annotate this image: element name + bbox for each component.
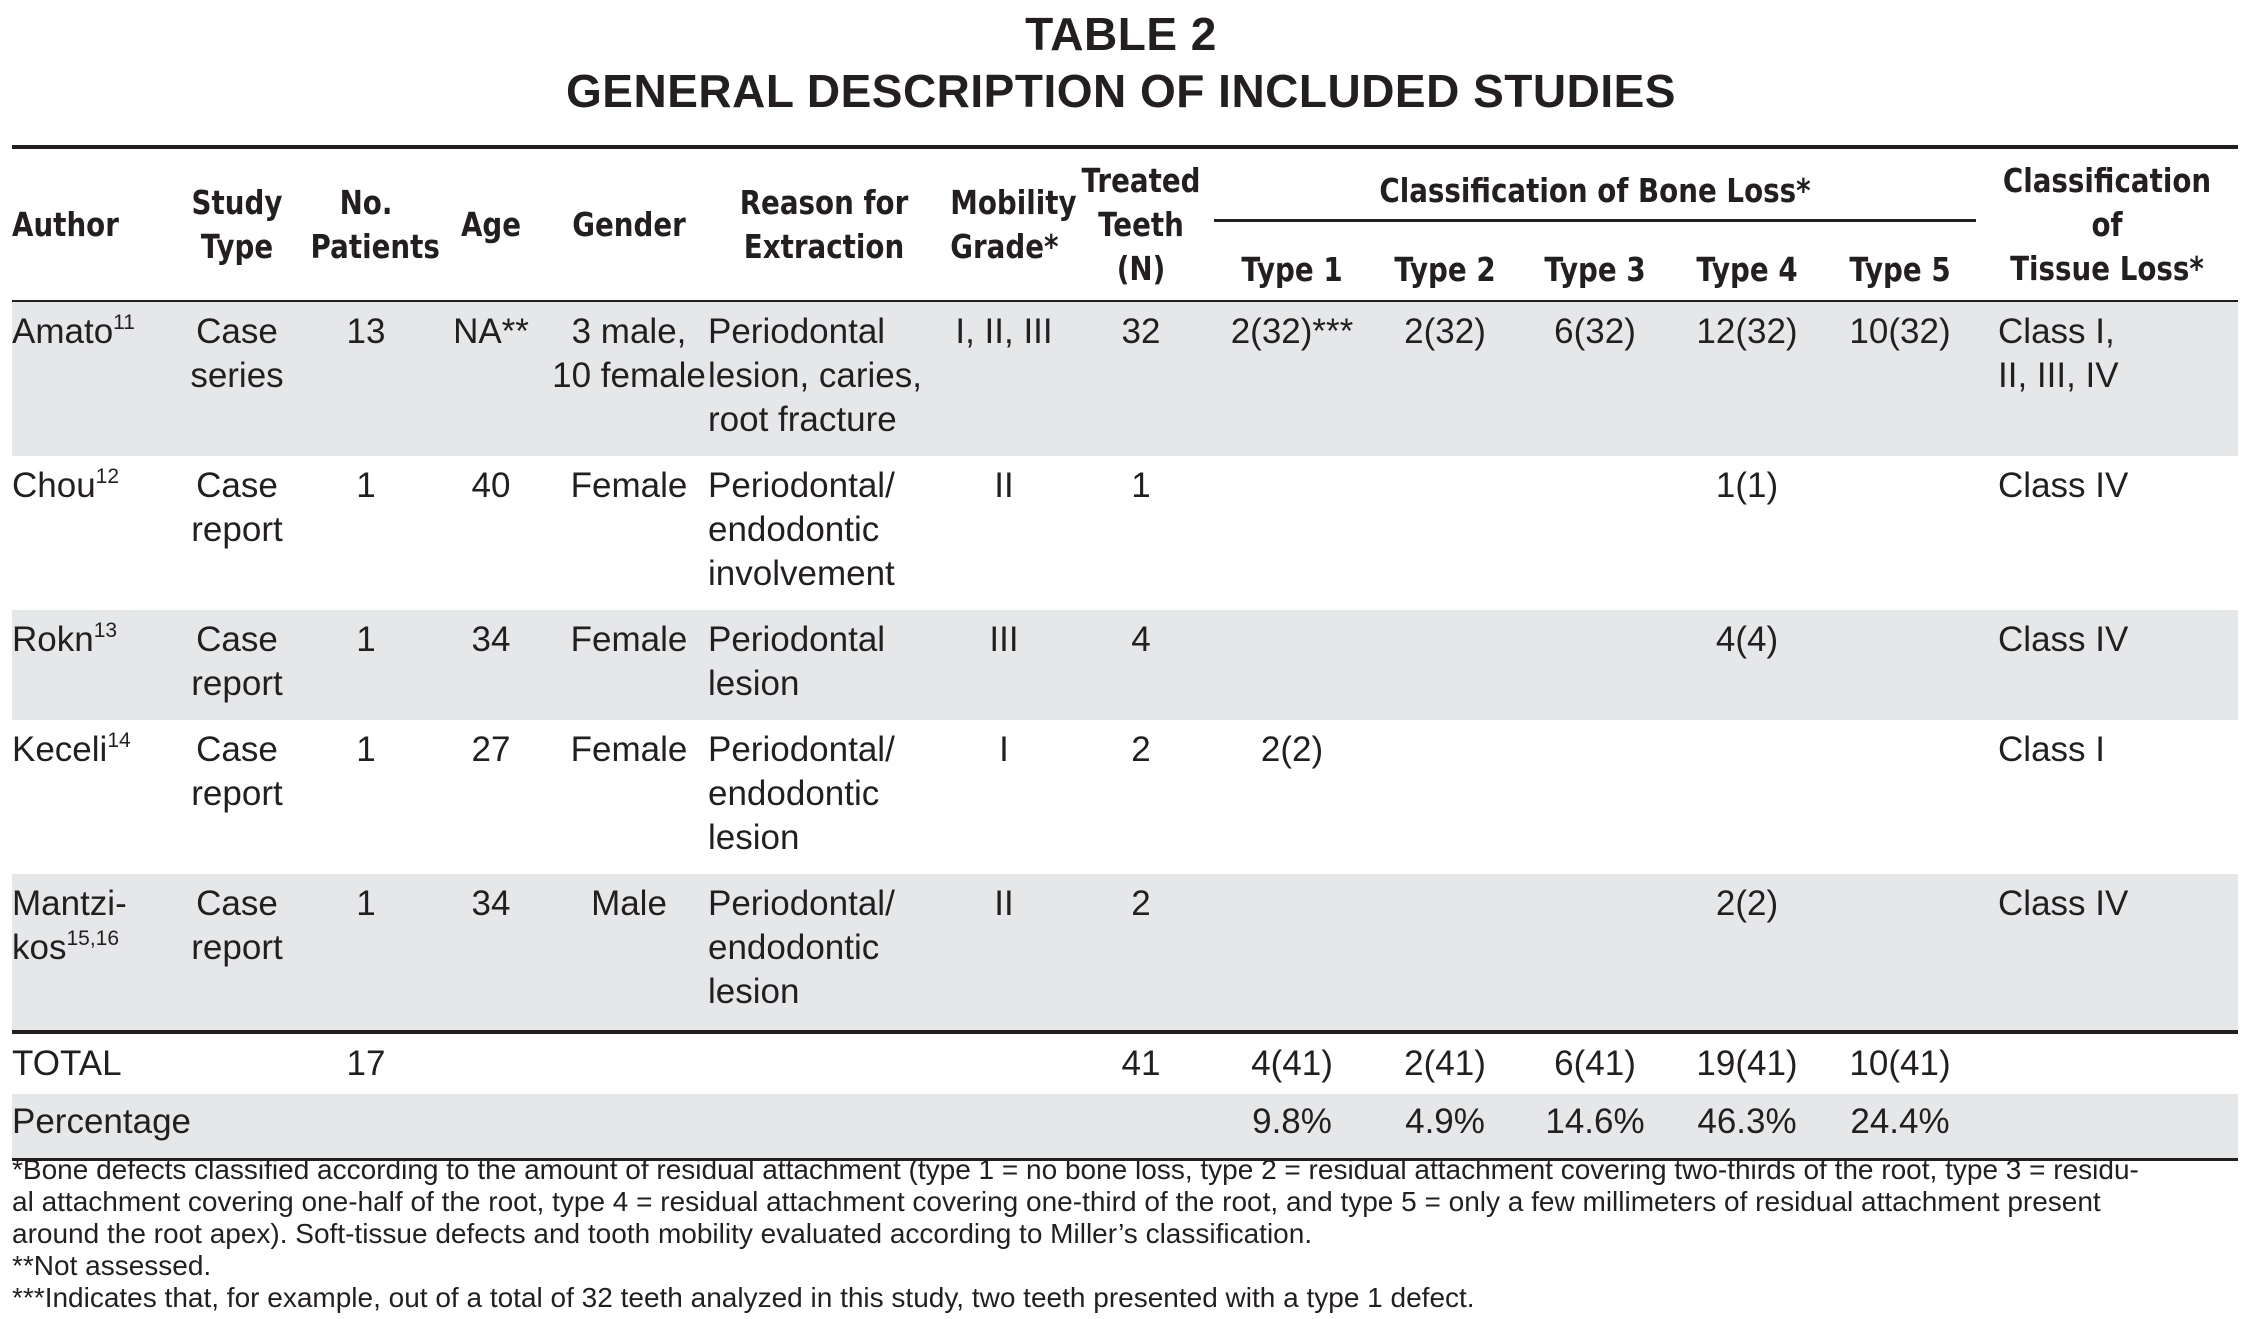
col-group-bone-loss: Classification of Bone Loss* <box>1275 147 1915 221</box>
cell-patients: 1 <box>300 610 432 720</box>
cell-reason: Periodontal/ endodontic lesion <box>708 730 895 857</box>
cell-tissue-loss: Class I, II, III, IV <box>1976 301 2238 456</box>
cell-mobility: III <box>940 610 1068 720</box>
cell-type-4: 12(32) <box>1670 301 1824 456</box>
total-row <box>12 1032 2238 1094</box>
cell-author: Chou$^{12}$ <box>12 465 120 505</box>
footnote-line: **Not assessed. <box>12 1250 212 1281</box>
percentage-label: Percentage <box>12 1094 432 1160</box>
cell-teeth: 1 <box>1131 466 1151 505</box>
table-row <box>12 720 2238 874</box>
cell-patients: 1 <box>356 730 376 769</box>
cell-type-1: 2(2) <box>1260 730 1324 769</box>
col-reason: Reason for Extraction <box>727 147 922 301</box>
percentage-type-5: 24.4% <box>1824 1094 1976 1160</box>
total-type-1: 4(41) <box>1214 1032 1370 1094</box>
cell-type-4 <box>1670 720 1824 874</box>
col-author: Author <box>12 147 148 301</box>
cell-mobility: II <box>940 874 1068 1032</box>
cell-gender: Female <box>570 466 688 505</box>
col-mobility: Mobility Grade* <box>950 147 1058 301</box>
cell-study-type: Case series <box>174 301 300 456</box>
cell-mobility: II <box>994 466 1014 505</box>
table-caption: GENERAL DESCRIPTION OF INCLUDED STUDIES <box>566 65 1676 117</box>
cell-age: 40 <box>471 466 511 505</box>
cell-mobility: I <box>999 730 1009 769</box>
cell-teeth: 2 <box>1068 874 1214 1032</box>
col-type-1: Type 1 <box>1241 250 1343 289</box>
percentage-type-2: 4.9% <box>1370 1094 1520 1160</box>
cell-age: NA** <box>432 301 550 456</box>
col-type-2: Type 2 <box>1394 250 1496 289</box>
cell-type-4: 1(1) <box>1715 466 1779 505</box>
col-tissue-loss: Classification of Tissue Loss* <box>1997 147 2217 301</box>
cell-type-5 <box>1824 456 1976 610</box>
cell-type-4: 4(4) <box>1670 610 1824 720</box>
col-teeth: Treated Teeth (N) <box>1080 147 1203 301</box>
cell-type-5: 10(32) <box>1824 301 1976 456</box>
cell-author: Amato$^{11}$ <box>12 301 174 456</box>
table-footnotes <box>12 1154 2232 1314</box>
cell-type-3 <box>1520 720 1670 874</box>
studies-table <box>12 145 2238 1161</box>
cell-type-5 <box>1824 874 1976 1032</box>
table-row <box>12 610 2238 720</box>
footnote-line: *Bone defects classified according to the amount of residual attachment (type 1 = no bone loss, type 2 = residual attachment covering two-thirds of the root, type 3 = residu- <box>12 1154 2139 1185</box>
cell-gender: Female <box>550 610 708 720</box>
col-age: Age <box>441 147 540 301</box>
cell-patients: 13 <box>300 301 432 456</box>
col-patients: No. Patients <box>311 147 422 301</box>
cell-age: 34 <box>432 874 550 1032</box>
cell-type-2 <box>1370 456 1520 610</box>
total-label: TOTAL <box>12 1032 174 1094</box>
table-row <box>12 301 2238 456</box>
cell-patients: 1 <box>300 874 432 1032</box>
cell-type-3 <box>1520 610 1670 720</box>
cell-type-2 <box>1370 610 1520 720</box>
cell-type-1 <box>1214 456 1370 610</box>
cell-study-type: Case report <box>191 730 283 813</box>
table-number: TABLE 2 <box>1025 8 1217 60</box>
cell-patients: 1 <box>356 466 376 505</box>
footnote-line: ***Indicates that, for example, out of a total of 32 teeth analyzed in this study, two teeth presented with a type 1 defect. <box>12 1282 1475 1313</box>
cell-teeth: 4 <box>1068 610 1214 720</box>
cell-reason: Periodontal/ endodontic lesion <box>708 874 940 1032</box>
cell-type-5 <box>1824 610 1976 720</box>
total-teeth: 41 <box>1068 1032 1214 1094</box>
table-row <box>12 874 2238 1032</box>
total-type-3: 6(41) <box>1520 1032 1670 1094</box>
cell-type-1 <box>1214 874 1370 1032</box>
cell-reason: Periodontal lesion, caries, root fracture <box>708 301 940 456</box>
percentage-type-4: 46.3% <box>1670 1094 1824 1160</box>
cell-author: Keceli$^{14}$ <box>12 729 131 769</box>
col-gender: Gender <box>563 147 696 301</box>
cell-type-4: 2(2) <box>1670 874 1824 1032</box>
cell-tissue-loss: Class IV <box>1976 610 2238 720</box>
cell-gender: 3 male, 10 female <box>550 301 708 456</box>
table-body <box>12 301 2238 1160</box>
percentage-row <box>12 1094 2238 1160</box>
table-row <box>12 456 2238 610</box>
cell-gender: Male <box>550 874 708 1032</box>
col-study-type: Study Type <box>184 147 290 301</box>
percentage-type-1: 9.8% <box>1214 1094 1370 1160</box>
col-type-5: Type 5 <box>1849 250 1951 289</box>
cell-type-3 <box>1520 874 1670 1032</box>
col-type-4: Type 4 <box>1696 250 1798 289</box>
total-type-2: 2(41) <box>1370 1032 1520 1094</box>
total-type-4: 19(41) <box>1670 1032 1824 1094</box>
cell-author: Rokn$^{13}$ <box>12 610 174 720</box>
cell-author: Mantzi- kos$^{15,16}$ <box>12 874 174 1032</box>
cell-gender: Female <box>570 730 688 769</box>
cell-type-3: 6(32) <box>1520 301 1670 456</box>
col-type-3: Type 3 <box>1544 250 1646 289</box>
percentage-type-3: 14.6% <box>1520 1094 1670 1160</box>
cell-age: 34 <box>432 610 550 720</box>
cell-type-2 <box>1370 874 1520 1032</box>
table-title <box>0 0 2242 120</box>
cell-study-type: Case report <box>174 874 300 1032</box>
cell-reason: Periodontal/ endodontic involvement <box>708 466 895 593</box>
total-type-5: 10(41) <box>1824 1032 1976 1094</box>
cell-type-3 <box>1520 456 1670 610</box>
cell-type-2 <box>1370 720 1520 874</box>
cell-tissue-loss: Class IV <box>1998 466 2129 505</box>
footnote-line: around the root apex). Soft-tissue defects and tooth mobility evaluated according to Miller’s classification. <box>12 1218 1313 1249</box>
cell-tissue-loss: Class I <box>1998 730 2105 769</box>
table-header <box>12 147 2238 301</box>
cell-type-1: 2(32)*** <box>1214 301 1370 456</box>
cell-type-1 <box>1214 610 1370 720</box>
cell-teeth: 2 <box>1131 730 1151 769</box>
cell-tissue-loss: Class IV <box>1976 874 2238 1032</box>
cell-type-5 <box>1824 720 1976 874</box>
footnote-line: al attachment covering one-half of the root, type 4 = residual attachment covering one-third of the root, and type 5 = only a few millimeters of residual attachment present <box>12 1186 2101 1217</box>
cell-study-type: Case report <box>191 466 283 549</box>
total-patients: 17 <box>300 1032 432 1094</box>
cell-type-2: 2(32) <box>1370 301 1520 456</box>
cell-age: 27 <box>471 730 511 769</box>
cell-mobility: I, II, III <box>940 301 1068 456</box>
cell-teeth: 32 <box>1068 301 1214 456</box>
cell-study-type: Case report <box>174 610 300 720</box>
cell-reason: Periodontal lesion <box>708 610 940 720</box>
